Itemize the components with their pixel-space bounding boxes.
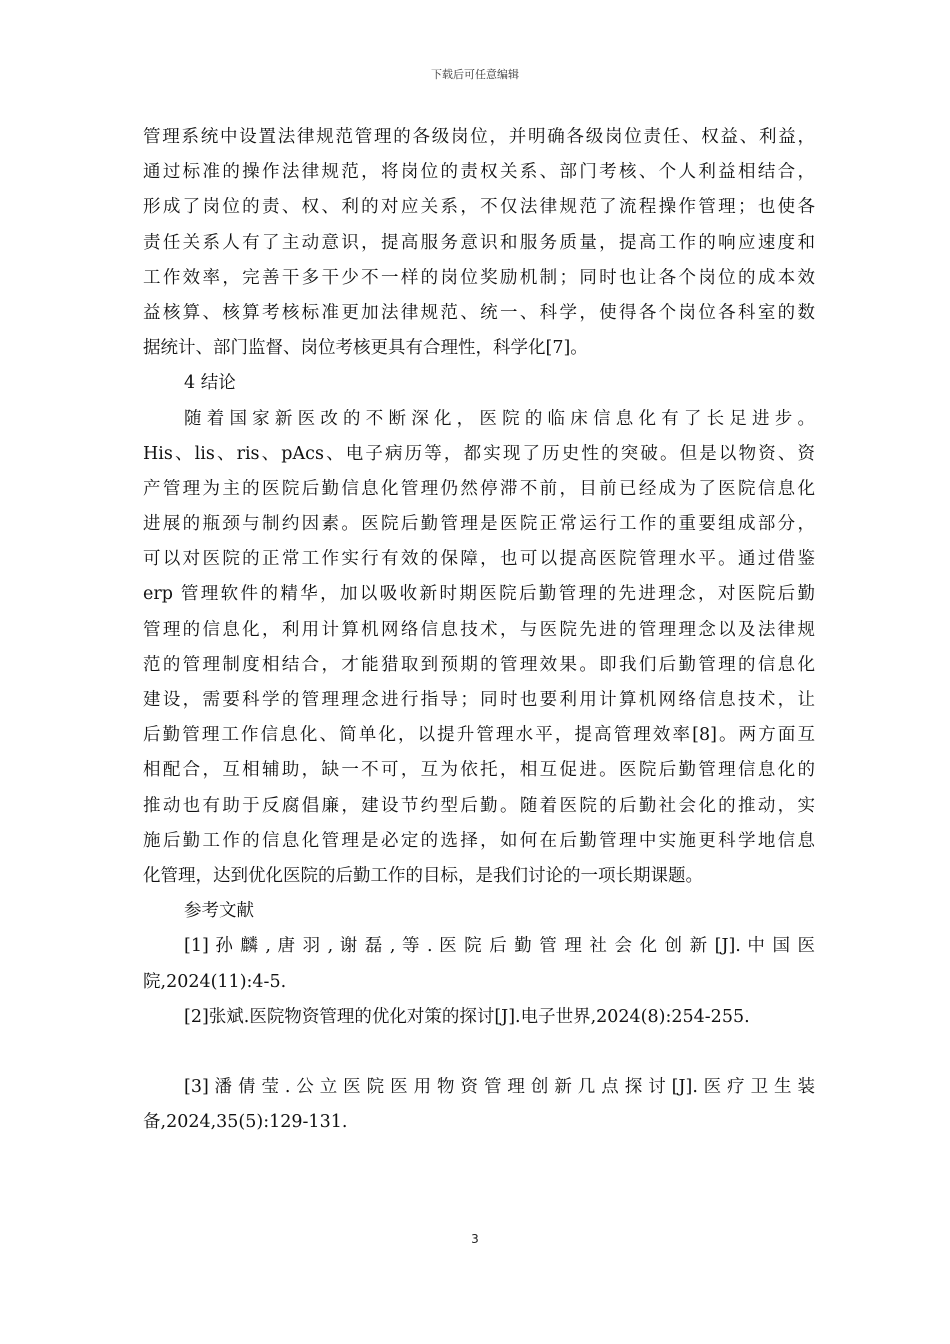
conclusion-paragraph [143,402,815,895]
text-line: 进展的瓶颈与制约因素。医院后勤管理是医院正常运行工作的重要组成部分， [143,514,815,535]
text-line: 施后勤工作的信息化管理是必定的选择，如何在后勤管理中实施更科学地信息 [143,830,815,851]
reference-item: [3] 潘 倩 莹 . 公 立 医 院 医 用 物 资 管 理 创 新 几 点 探 讨 [J]. 医 疗 卫 生 装 [184,1076,815,1097]
text-line: 建设，需要科学的管理理念进行指导；同时也要利用计算机网络信息技术，让 [143,690,815,710]
text-line: 据统计、部门监督、岗位考核更具有合理性，科学化[7]。 [143,338,588,359]
text-line: 推动也有助于反腐倡廉，建设节约型后勤。随着医院的后勤社会化的推动，实 [143,795,815,816]
reference-item: [2]张斌.医院物资管理的优化对策的探讨[J].电子世界,2024(8):254-255. [184,1006,750,1027]
reference-item: [1] 孙 麟 , 唐 羽 , 谢 磊 , 等 . 医 院 后 勤 管 理 社 会 化 创 新 [J]. 中 国 医 [184,936,815,957]
document-body [143,120,815,1140]
reference-item-continuation: 院,2024(11):4-5. [143,971,287,992]
text-line: 通过标准的操作法律规范，将岗位的责权关系、部门考核、个人利益相结合， [143,162,815,183]
reference-list [143,929,815,1140]
text-line: His、lis、ris、pAcs、电子病历等，都实现了历史性的突破。但是以物资、资 [143,443,815,464]
text-line: 形成了岗位的责、权、利的对应关系，不仅法律规范了流程操作管理；也使各 [143,197,815,218]
text-line: 管理的信息化，利用计算机网络信息技术，与医院先进的管理理念以及法律规 [143,619,815,640]
section-heading: 4 结论 [184,373,236,394]
text-line: 范的管理制度相结合，才能猎取到预期的管理效果。即我们后勤管理的信息化 [143,654,815,675]
text-line: 可以对医院的正常工作实行有效的保障，也可以提高医院管理水平。通过借鉴 [143,549,815,570]
text-line: 随着国家新医改的不断深化，医院的临床信息化有了长足进步。 [184,408,815,429]
text-line: 相配合，互相辅助，缺一不可，互为依托，相互促进。医院后勤管理信息化的 [143,760,815,781]
text-line: 后勤管理工作信息化、简单化，以提升管理水平，提高管理效率[8]。两方面互 [143,725,815,746]
page-header: 下载后可任意编辑 [431,68,519,81]
text-line: 产管理为主的医院后勤信息化管理仍然停滞不前，目前已经成为了医院信息化 [143,478,815,499]
text-line: 管理系统中设置法律规范管理的各级岗位，并明确各级岗位责任、权益、利益， [143,127,815,147]
blank-line [143,1035,815,1070]
text-line: 益核算、核算考核标准更加法律规范、统一、科学，使得各个岗位各科室的数 [143,302,815,323]
references-heading: 参考文献 [184,901,254,922]
paragraph [143,120,815,366]
page-number: 3 [471,1232,479,1246]
text-line: 化管理，达到优化医院的后勤工作的目标，是我们讨论的一项长期课题。 [143,865,703,886]
text-line: 工作效率，完善干多干少不一样的岗位奖励机制；同时也让各个岗位的成本效 [143,267,815,288]
reference-item-continuation: 备,2024,35(5):129-131. [143,1112,348,1133]
text-line: 责任关系人有了主动意识，提高服务意识和服务质量，提高工作的响应速度和 [143,232,815,253]
text-line: erp 管理软件的精华，加以吸收新时期医院后勤管理的先进理念，对医院后勤 [143,584,815,605]
